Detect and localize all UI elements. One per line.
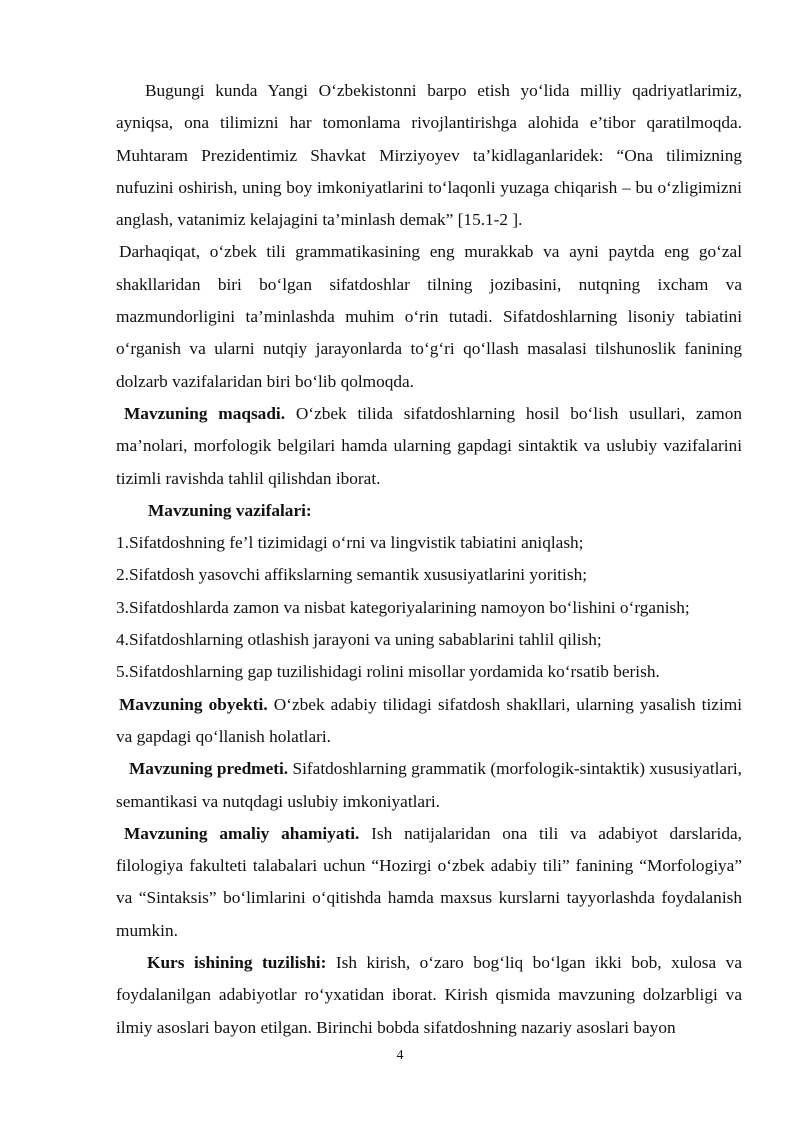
predmet-text: Sifatdoshlarning grammatik (morfologik-sintaktik) xususiyatlari, semantikasi va nutqdagi uslubiy imkoniyatlari. xyxy=(116,759,742,811)
amaliy-label: Mavzuning amaliy ahamiyati. xyxy=(124,823,360,843)
predmet-paragraph xyxy=(116,753,742,818)
predmet-label: Mavzuning predmeti. xyxy=(129,759,289,779)
tuzilish-text: Ish kirish, o‘zaro bog‘liq bo‘lgan ikki bob, xulosa va foydalanilgan adabiyotlar ro‘yxatidan iborat. Kirish qismida mavzuning dolzarbligi va ilmiy asoslari bayon etilgan. Birinchi bobda sifatdoshning nazariy asoslari bayon xyxy=(116,953,742,1037)
obyekt-label: Mavzuning obyekti. xyxy=(119,694,268,714)
vazifalar-heading-text: Mavzuning vazifalari: xyxy=(148,500,312,520)
maqsad-paragraph xyxy=(116,398,742,495)
maqsad-label: Mavzuning maqsadi. xyxy=(124,403,286,423)
vazifa-item-3: 3.Sifatdoshlarda zamon va nisbat kategoriyalarining namoyon bo‘lishini o‘rganish; xyxy=(116,597,690,617)
vazifa-item-2: 2.Sifatdosh yasovchi affikslarning semantik xususiyatlarini yoritish; xyxy=(116,565,588,585)
obyekt-text: O‘zbek adabiy tilidagi sifatdosh shakllari, ularning yasalish tizimi va gapdagi qo‘llanish holatlari. xyxy=(116,694,742,746)
vazifalar-heading xyxy=(116,495,742,527)
tuzilish-label: Kurs ishining tuzilishi: xyxy=(147,953,327,973)
amaliy-text: Ish natijalaridan ona tili va adabiyot darslarida, filologiya fakulteti talabalari uchun “Hozirgi o‘zbek adabiy tili” fanining “Morfologiya” va “Sintaksis” bo‘limlarini o‘qitishda hamda maxsus kurslarni tayyorlashda foydalanish mumkin. xyxy=(116,823,742,940)
document-body xyxy=(116,75,742,1044)
tuzilish-paragraph xyxy=(116,947,742,1044)
vazifa-item-4: 4.Sifatdoshlarning otlashish jarayoni va uning sabablarini tahlil qilish; xyxy=(116,630,602,650)
page-number: 4 xyxy=(396,1048,404,1063)
amaliy-paragraph xyxy=(116,818,742,947)
obyekt-paragraph xyxy=(116,689,742,754)
vazifa-item-1: 1.Sifatdoshning fe’l tizimidagi o‘rni va lingvistik tabiatini aniqlash; xyxy=(116,533,584,553)
maqsad-text: O‘zbek tilida sifatdoshlarning hosil bo‘lish usullari, zamon ma’nolari, morfologik belgilari hamda ularning gapdagi sintaktik va uslubiy vazifalarini tizimli ravishda tahlil qilishdan iborat. xyxy=(116,403,743,488)
vazifa-item-5: 5.Sifatdoshlarning gap tuzilishidagi rolini misollar yordamida ko‘rsatib berish. xyxy=(116,662,660,682)
darhaqiqat-paragraph: Darhaqiqat, o‘zbek tili grammatikasining eng murakkab va ayni paytda eng go‘zal shakllaridan biri bo‘lgan sifatdoshlar tilning jozibasini, nutqning ixcham va mazmundorligini ta’minlashda muhim o‘rin tutadi. Sifatdoshlarning lisoniy tabiatini o‘rganish va ularni nutqiy jarayonlarda to‘g‘ri qo‘llash masalasi tilshunoslik fanining dolzarb vazifalaridan biri bo‘lib qolmoqda. xyxy=(116,242,742,391)
intro-paragraph: Bugungi kunda Yangi O‘zbekistonni barpo etish yo‘lida milliy qadriyatlarimiz, ayniqsa, ona tilimizni har tomonlama rivojlantirishga alohida e’tibor qaratilmoqda. Muhtaram Prezidentimiz Shavkat Mirziyoyev ta’kidlaganlaridek: “Ona tilimizning nufuzini oshirish, uning boy imkoniyatlarini to‘laqonli yuzaga chiqarish – bu o‘zligimizni anglash, vatanimiz kelajagini ta’minlash demak” [15.1-2 ]. xyxy=(116,81,742,230)
